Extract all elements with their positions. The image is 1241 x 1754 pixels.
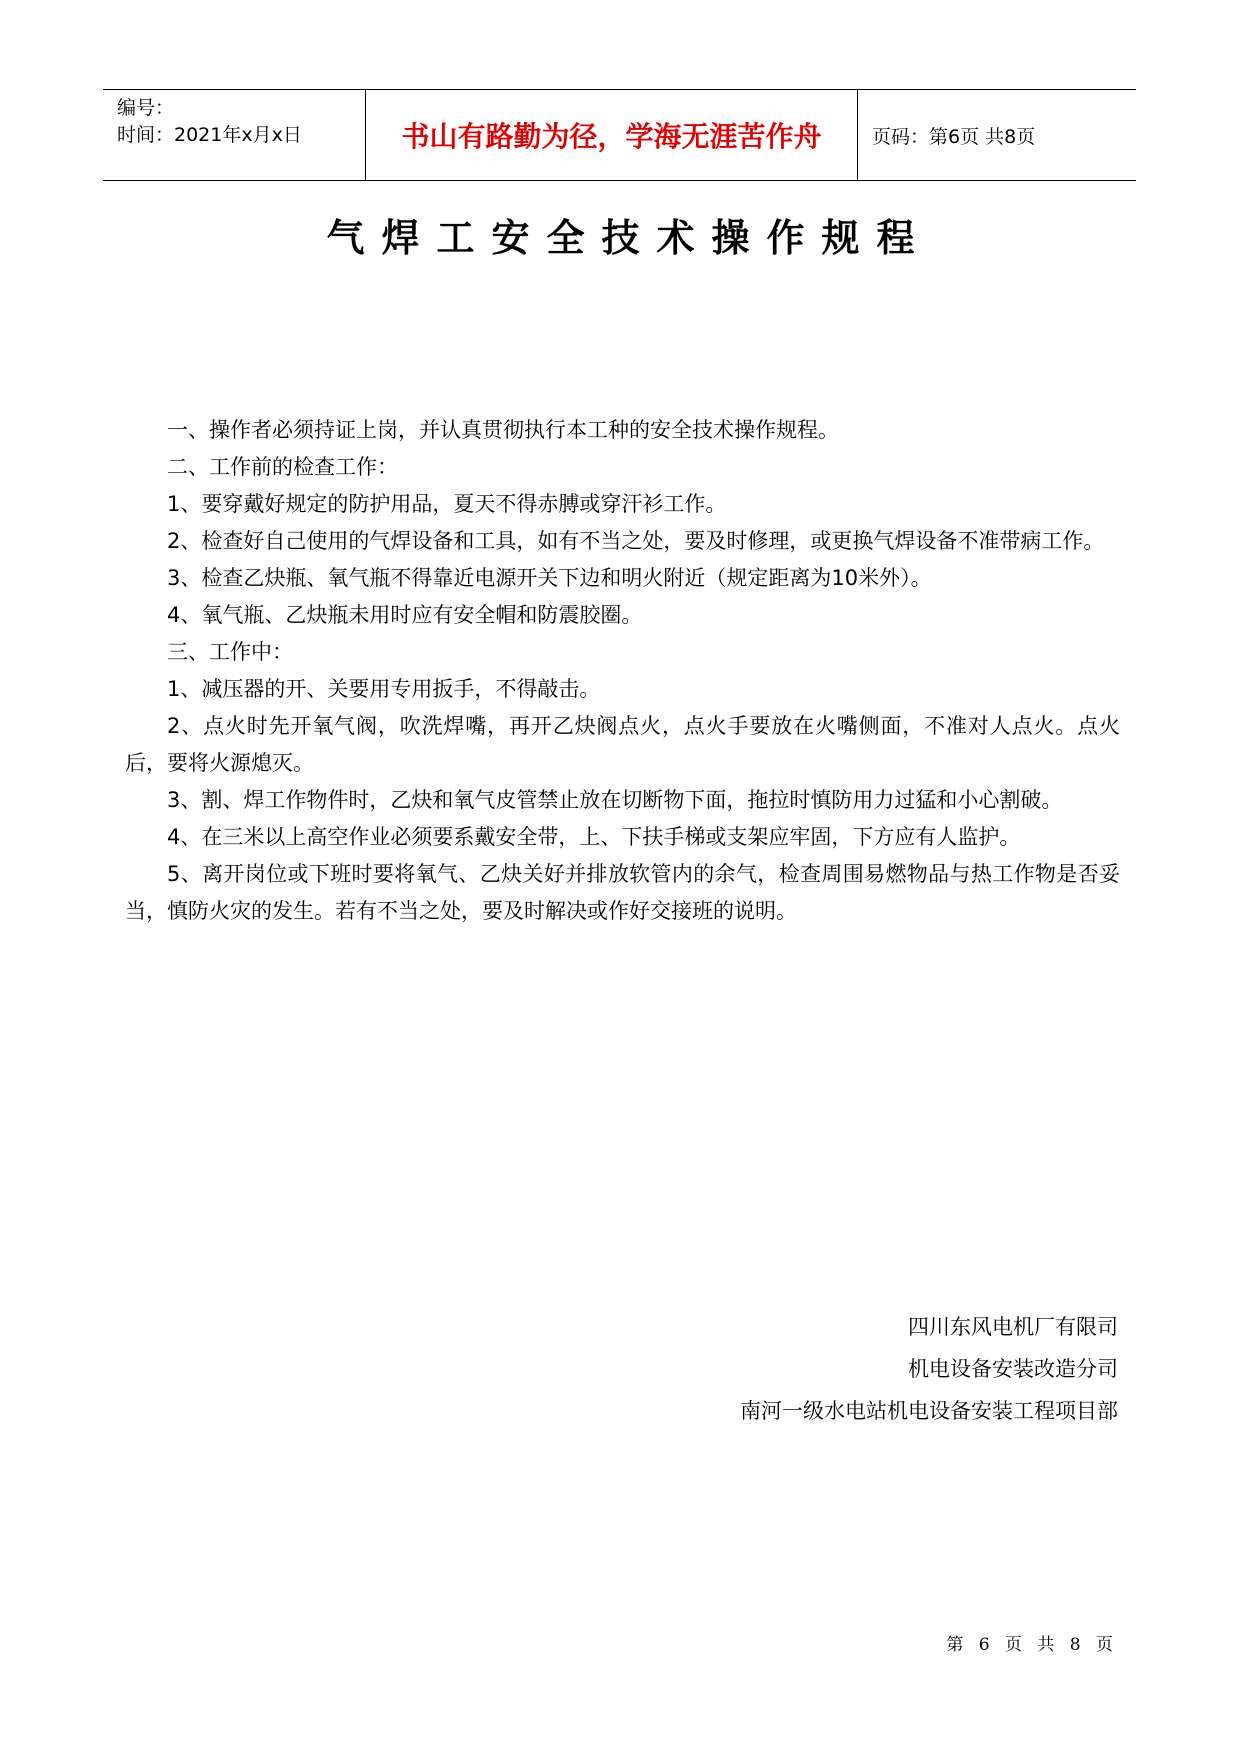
number-label: 编号：	[117, 97, 175, 119]
paragraph: 三、工作中：	[167, 640, 293, 664]
paragraph: 1、要穿戴好规定的防护用品，夏天不得赤膊或穿汗衫工作。	[167, 492, 727, 516]
header-motto: 书山有路勤为径，学海无涯苦作舟	[366, 90, 858, 180]
document-header	[103, 89, 1136, 181]
header-page-code: 页码：第6页 共8页	[872, 125, 1036, 148]
signature-block	[740, 1306, 1118, 1432]
document-title: 气焊工安全技术操作规程	[326, 215, 932, 260]
paragraph: 4、在三米以上高空作业必须要系戴安全带，上、下扶手梯或支架应牢固，下方应有人监护。	[167, 825, 1021, 849]
page-number-footer: 第 6 页 共 8 页	[946, 1635, 1118, 1655]
paragraph: 二、工作前的检查工作：	[167, 455, 398, 479]
paragraph: 4、氧气瓶、乙炔瓶未用时应有安全帽和防震胶圈。	[167, 603, 643, 627]
paragraph: 2、点火时先开氧气阀，吹洗焊嘴，再开乙炔阀点火，点火手要放在火嘴侧面，不准对人点火。点火后，要将火源熄灭。	[125, 714, 1120, 775]
header-meta	[103, 90, 366, 180]
signature-project: 南河一级水电站机电设备安装工程项目部	[740, 1399, 1118, 1423]
paragraph: 3、检查乙炔瓶、氧气瓶不得靠近电源开关下边和明火附近（规定距离为10米外）。	[167, 566, 932, 590]
paragraph: 3、割、焊工作物件时，乙炔和氧气皮管禁止放在切断物下面，拖拉时慎防用力过猛和小心割破。	[167, 788, 1063, 812]
document-body	[125, 412, 1120, 930]
time-label: 时间：2021年x月x日	[117, 124, 302, 146]
signature-company: 四川东风电机厂有限司	[908, 1315, 1118, 1339]
signature-branch: 机电设备安装改造分司	[908, 1357, 1118, 1381]
paragraph: 5、离开岗位或下班时要将氧气、乙炔关好并排放软管内的余气，检查周围易燃物品与热工作物是否妥当，慎防火灾的发生。若有不当之处，要及时解决或作好交接班的说明。	[125, 862, 1120, 923]
paragraph: 1、减压器的开、关要用专用扳手，不得敲击。	[167, 677, 601, 701]
paragraph: 2、检查好自己使用的气焊设备和工具，如有不当之处，要及时修理，或更换气焊设备不准带病工作。	[167, 529, 1105, 553]
paragraph: 一、操作者必须持证上岗，并认真贯彻执行本工种的安全技术操作规程。	[167, 418, 839, 442]
